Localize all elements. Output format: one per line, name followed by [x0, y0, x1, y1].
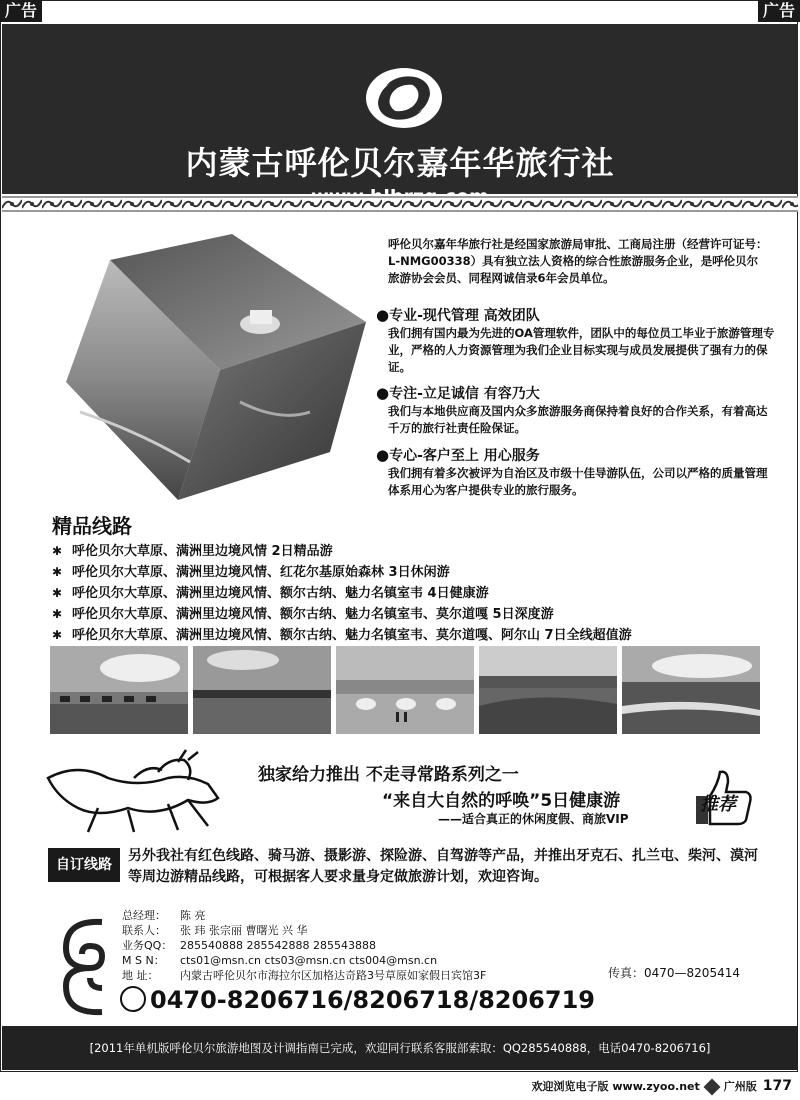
route-bullet-icon: ✱: [52, 586, 63, 600]
route-label: 4日健康游: [427, 586, 489, 601]
horse-riders-icon: [38, 748, 268, 838]
route-label: 7日全线超值游: [544, 628, 632, 643]
contact-row-qq: 业务QQ： 285540888 285542888 285543888: [122, 939, 376, 952]
photo-strip: [50, 646, 760, 736]
route-item[interactable]: ✱ 呼伦贝尔大草原、满洲里边境风情、额尔古纳、魅力名镇室韦、莫尔道嘎、阿尔山 7日全线超值游: [52, 625, 792, 646]
hotline[interactable]: [120, 986, 595, 1014]
contact-row-gm: 总经理： 陈 亮: [122, 909, 206, 922]
route-item[interactable]: ✱ 呼伦贝尔大草原、满洲里边境风情 2日精品游: [52, 541, 792, 562]
custom-route-label: 自订线路: [48, 848, 120, 882]
route-item[interactable]: ✱ 呼伦贝尔大草原、满洲里边境风情、额尔古纳、魅力名镇室韦 4日健康游: [52, 583, 792, 604]
company-name: 内蒙古呼伦贝尔嘉年华旅行社: [185, 144, 615, 182]
promo-audience: ——适合真正的休闲度假、商旅VIP: [438, 812, 629, 826]
horses-grassland-photo: [50, 646, 188, 734]
swirl-logo-icon: [364, 58, 444, 138]
msn-accounts[interactable]: cts01@msn.cn cts03@msn.cn cts004@msn.cn: [180, 954, 438, 967]
bullet-dot-icon: ●: [376, 384, 390, 402]
feature-dedication: [376, 446, 776, 499]
contact-row-contacts: 联系人： 张 玮 张宗丽 曹曙光 兴 华: [122, 924, 308, 937]
feature-body: 我们拥有国内最为先进的OA管理软件，团队中的每位员工毕业于旅游管理专业，严格的人力资源管理为我们企业目标实现与成员发展提供了强有力的保证。: [388, 326, 775, 374]
routes-title: 精品线路: [52, 514, 132, 538]
page-footer: [532, 1078, 792, 1094]
contact-row-address: 地 址： 内蒙古呼伦贝尔市海拉尔区加格达奇路3号草原如家假日宾馆3F: [122, 969, 487, 982]
bullet-dot-icon: ●: [376, 306, 390, 324]
route-label: 3日休闲游: [388, 565, 450, 580]
feature-focus: [376, 384, 776, 437]
route-bullet-icon: ✱: [52, 544, 63, 558]
route-bullet-icon: ✱: [52, 565, 63, 579]
promo-tour-name: “来自大自然的呼唤”5日健康游: [382, 791, 621, 811]
magazine-site[interactable]: 欢迎浏览电子版 www.zyoo.net: [531, 1080, 700, 1093]
route-item[interactable]: ✱ 呼伦贝尔大草原、满洲里边境风情、额尔古纳、魅力名镇室韦、莫尔道嘎 5日深度游: [52, 604, 792, 625]
bullet-dot-icon: ●: [376, 446, 390, 464]
ad-label-left: 广告: [0, 0, 42, 22]
landscape-photo-cube: [60, 232, 380, 502]
fax-number: 传真：0470—8205414: [608, 966, 740, 980]
promo-headline: 独家给力推出 不走寻常路系列之一: [258, 765, 519, 785]
route-label: 5日深度游: [492, 607, 554, 622]
general-manager: 陈 亮: [180, 909, 206, 922]
contact-persons: 张 玮 张宗丽 曹曙光 兴 华: [180, 924, 308, 937]
page-number: 177: [762, 1078, 792, 1094]
prairie-sky-photo: [193, 646, 331, 734]
feature-professional: [376, 306, 776, 376]
river-clouds-photo: [622, 646, 760, 734]
feature-title: 专业-现代管理 高效团队: [389, 308, 540, 324]
address: 内蒙古呼伦贝尔市海拉尔区加格达奇路3号草原如家假日宾馆3F: [180, 969, 487, 982]
company-intro: 呼伦贝尔嘉年华旅行社是经国家旅游局审批、工商局注册（经营许可证号：L-NMG00338）具有独立法人资格的综合性旅游服务企业，是呼伦贝尔旅游协会会员、同程网诚信录6年会员单位。: [388, 237, 768, 285]
diamond-icon: [703, 1079, 720, 1096]
edition: 广州版: [723, 1080, 757, 1093]
feature-title: 专心-客户至上 用心服务: [389, 448, 540, 464]
mongolian-cloud-ornament-icon: [46, 912, 116, 1022]
custom-route-text: 另外我社有红色线路、骑马游、摄影游、探险游、自驾游等产品，并推出牙克石、扎兰屯、柴河、漠河等周边游精品线路，可根据客人要求量身定做旅游计划，欢迎咨询。: [128, 848, 758, 885]
ad-label-right: 广告: [758, 0, 800, 22]
yurts-photo: [336, 646, 474, 734]
footer-note: [2011年单机版呼伦贝尔旅游地图及计调指南已完成，欢迎同行联系客服部索取：QQ285540888，电话0470-8206716]: [2, 1026, 798, 1070]
recommend-badge: 推荐: [700, 794, 736, 815]
header-banner: [2, 24, 798, 194]
feature-body: 我们与本地供应商及国内众多旅游服务商保持着良好的合作关系，有着高达千万的旅行社责任险保证。: [388, 404, 768, 435]
hotline-number: 0470-8206716/8206718/8206719: [150, 986, 595, 1014]
route-bullet-icon: ✱: [52, 628, 63, 642]
route-bullet-icon: ✱: [52, 607, 63, 621]
qq-numbers[interactable]: 285540888 285542888 285543888: [180, 939, 376, 952]
route-label: 2日精品游: [271, 544, 333, 559]
lakeside-photo: [479, 646, 617, 734]
feature-body: 我们拥有着多次被评为自治区及市级十佳导游队伍，公司以严格的质量管理体系用心为客户提供专业的旅行服务。: [388, 466, 768, 497]
routes-list: [52, 541, 792, 646]
phone-icon: [120, 986, 146, 1012]
feature-title: 专注-立足诚信 有容乃大: [389, 386, 540, 402]
route-item[interactable]: ✱ 呼伦贝尔大草原、满洲里边境风情、红花尔基原始森林 3日休闲游: [52, 562, 792, 583]
contact-row-msn: M S N： cts01@msn.cn cts03@msn.cn cts004@msn.cn: [122, 954, 438, 967]
decorative-border-icon: [2, 196, 798, 212]
